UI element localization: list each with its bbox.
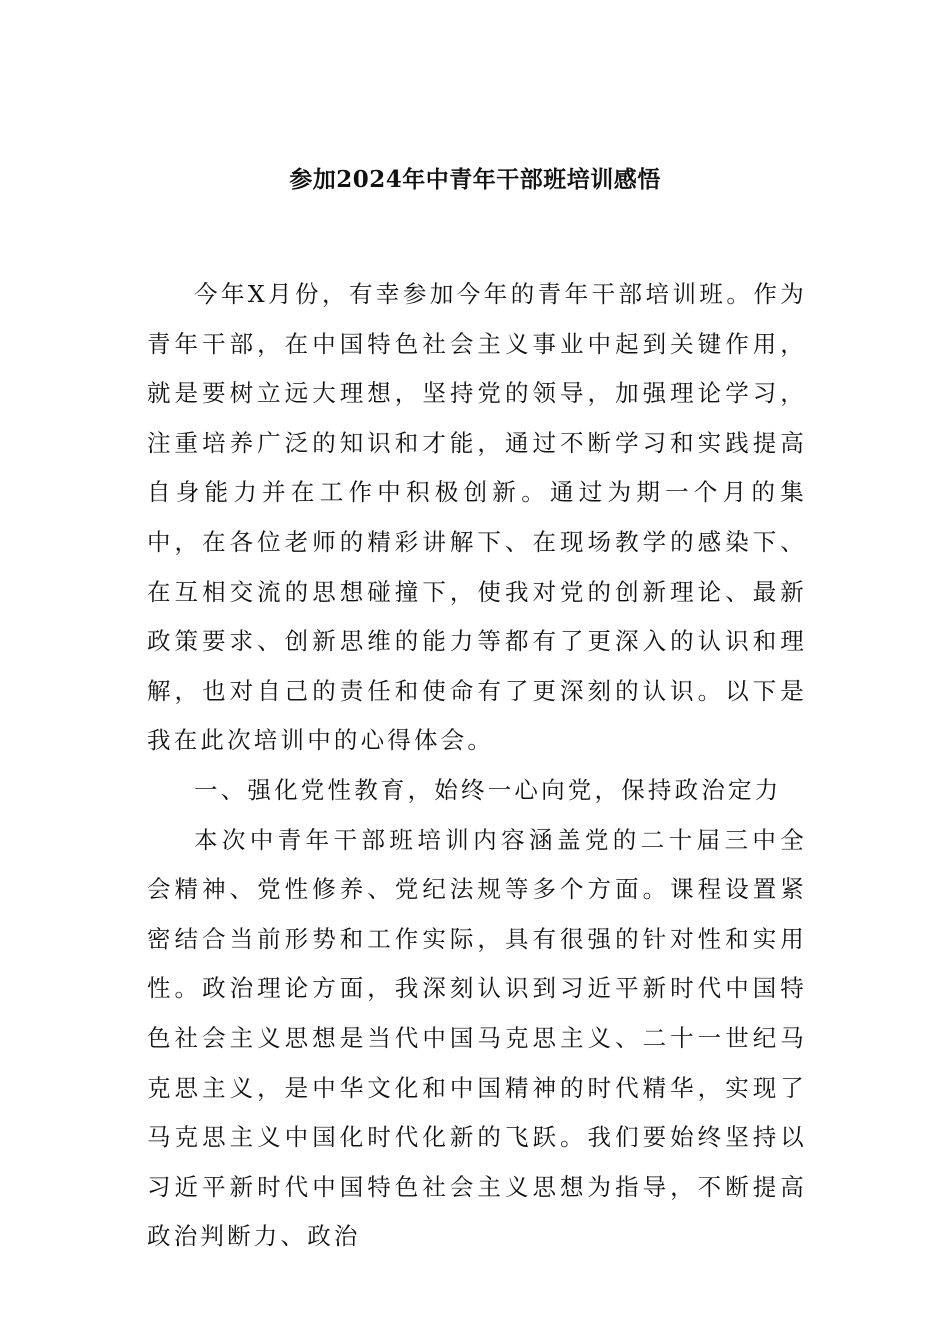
section-1-paragraph: 本次中青年干部班培训内容涵盖党的二十届三中全会精神、党性修养、党纪法规等多个方面。课程设置紧密结合当前形势和工作实际，具有很强的针对性和实用性。政治理论方面，我深刻认识到习近平新时代中国特色社会主义思想是当代中国马克思主义、二十一世纪马克思主义，是中华文化和中国精神的时代精华，实现了马克思主义中国化时代化新的飞跃。我们要始终坚持以习近平新时代中国特色社会主义思想为指导，不断提高政治判断力、政治 — [147, 825, 807, 1251]
document-title: 参加2024年中青年干部班培训感悟 — [289, 166, 661, 193]
intro-paragraph: 今年X月份，有幸参加今年的青年干部培训班。作为青年干部，在中国特色社会主义事业中起到关键作用，就是要树立远大理想，坚持党的领导，加强理论学习，注重培养广泛的知识和才能，通过不断学习和实践提高自身能力并在工作中积极创新。通过为期一个月的集中，在各位老师的精彩讲解下、在现场教学的感染下、在互相交流的思想碰撞下，使我对党的创新理论、最新政策要求、创新思维的能力等都有了更深入的认识和理解，也对自己的责任和使命有了更深刻的认识。以下是我在此次培训中的心得体会。 — [147, 280, 807, 755]
section-heading-1: 一、强化党性教育，始终一心向党，保持政治定力 — [194, 775, 782, 804]
document-body — [147, 270, 807, 1262]
